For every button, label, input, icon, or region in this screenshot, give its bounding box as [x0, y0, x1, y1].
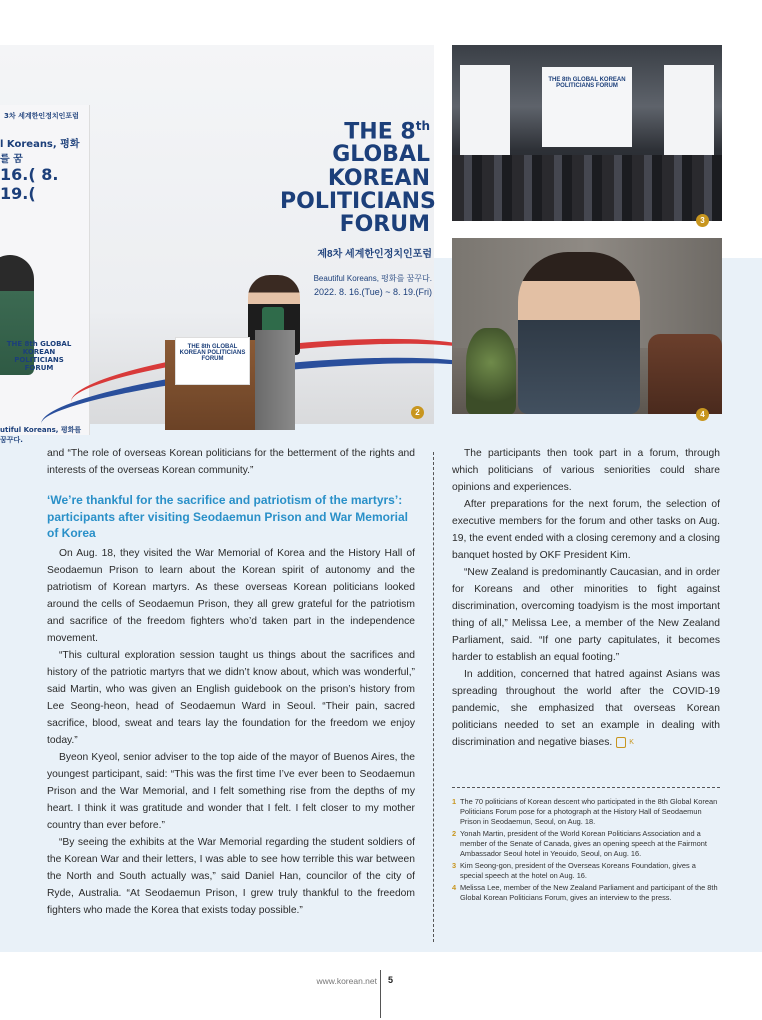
screen-date-text: 16.( 8. 19.(: [0, 165, 59, 203]
page-footer: [0, 970, 762, 1020]
article-left-column: [47, 445, 415, 919]
column-divider: [433, 452, 434, 942]
body-paragraph-text: In addition, concerned that hatred against Asians was spreading throughout the world after the COVID-19 pandemic, she emphasized that overseas Korean politicians needed to set an example in dealing with discrimination and negative biases.: [452, 669, 720, 748]
banner-title-line1: THE 8: [344, 119, 416, 145]
page-number: 5: [388, 975, 394, 985]
audience-crowd: [452, 155, 722, 221]
chair: [648, 334, 722, 414]
banner-dates: 2022. 8. 16.(Tue) ~ 8. 19.(Fri): [314, 287, 432, 297]
caption-divider: [452, 787, 720, 788]
caption-number: 3: [452, 861, 457, 870]
screen-bottom-text: utiful Koreans, 평화를 꿈꾸다.: [0, 426, 82, 444]
banner-title-line3: POLITICIANS: [280, 188, 436, 214]
footer-url: www.korean.net: [316, 976, 377, 986]
right-screen: [664, 65, 714, 155]
article-right-column: [452, 445, 720, 751]
banner-korean: 제8차 세계한인정치인포럼: [317, 249, 432, 260]
banner-title-sup: th: [415, 119, 430, 133]
body-paragraph: “This cultural exploration session taught us things about the sacrifices and history of the patriotic martyrs that we didn’t know about, which was wonderful,” said Martin, who was given an English guidebook on the prison’s history from Lee Seong-heon, head of Seodaemun Ward in Seoul. “Their pain, sacred sacrifice, blood, sweat and tears lay the foundation for the freedom we enjoy today.”: [47, 649, 415, 746]
photo-number-badge: 3: [696, 214, 709, 227]
plant: [466, 328, 516, 414]
banner-slogan: Beautiful Koreans, 평화를 꿈꾸다.: [313, 274, 432, 283]
body-paragraph-last: [452, 666, 720, 751]
body-paragraph: On Aug. 18, they visited the War Memorial of Korea and the History Hall of Seodaemun Prison to learn about the Korean spirit of autonomy and the patriotism of Korean martyrs. As these overseas Korean politicians looked around the cells of Seodaemun Prison, they all grew grateful for the patriotism and sacrifice of the freedom fighters who’d taken part in the independence movement.: [47, 547, 415, 644]
caption-item: [452, 883, 720, 903]
banner-title-line2: GLOBAL KOREAN: [327, 142, 430, 191]
caption-item: [452, 861, 720, 881]
caption-number: 2: [452, 829, 457, 838]
end-mark-icon: K: [616, 737, 626, 748]
photo-special-speech: [452, 45, 722, 225]
side-screen: [0, 105, 90, 444]
banner-title: [280, 119, 436, 237]
caption-text: Yonah Martin, president of the World Korean Politicians Association and a member of the Senate of Canada, gives an opening speech at the Fairmont Ambassador Seoul hotel in Yeouido, Seoul, on Aug. 16.: [460, 829, 707, 858]
caption-text: Melissa Lee, member of the New Zealand Parliament and participant of the 8th Global Korean Politicians Forum, gives an interview to the press.: [460, 883, 718, 902]
interviewee-figure: [518, 252, 640, 414]
caption-number: 1: [452, 797, 457, 806]
caption-item: [452, 797, 720, 827]
body-paragraph: The participants then took part in a forum, through which politicians of various seniorities could share opinions and experiences.: [452, 448, 720, 493]
screen-logo: THE 8th GLOBAL KOREAN POLITICIANS FORUM: [6, 340, 72, 372]
caption-text: Kim Seong-gon, president of the Overseas Koreans Foundation, gives a special speech at the hotel on Aug. 16.: [460, 861, 696, 880]
photo-captions: [452, 797, 720, 905]
photo-opening-speech: [0, 45, 436, 444]
body-paragraph: “New Zealand is predominantly Caucasian, and in order for Koreans and other minorities to fight against discrimination, overcoming toadyism is the most important thing of all,” Melissa Lee, a member of the New Zealand Parliament, said. “If one party capitulates, it becomes harder to establish an equal footing.”: [452, 567, 720, 663]
photo-number-badge: 2: [411, 406, 424, 419]
footer-divider: [380, 970, 381, 1018]
body-paragraph: “By seeing the exhibits at the War Memorial regarding the student soldiers of the Korean War and their letters, I was able to see how terrible this war between the North and South actually was,” said Daniel Han, councilor of the city of Ryde, Australia. “At Seodaemun Prison, I grew truly thankful to the freedom fighters who made the Korea that exists today possible.”: [47, 836, 415, 916]
screen-korean-text: 3차 세계한인정치인포럼: [4, 112, 79, 120]
photo-number-badge: 4: [696, 408, 709, 421]
podium-logo: THE 8th GLOBAL KOREAN POLITICIANS FORUM: [175, 337, 250, 385]
intro-paragraph: and “The role of overseas Korean politicians for the betterment of the rights and interests of the overseas Korean community.”: [47, 448, 415, 476]
caption-text: The 70 politicians of Korean descent who participated in the 8th Global Korean Politicians Forum pose for a photograph at the History Hall of Seodaemun Prison in Seodaemun, Seoul, on Aug. 18.: [460, 797, 718, 826]
caption-item: [452, 829, 720, 859]
caption-number: 4: [452, 883, 457, 892]
screen-slogan-text: l Koreans, 평화를 꿈: [0, 139, 80, 165]
body-paragraph: After preparations for the next forum, the selection of executive members for the forum and other tasks on Aug. 19, the event ended with a closing ceremony and a closing banquet hosted by OKF President Kim.: [452, 499, 720, 561]
body-paragraph: Byeon Kyeol, senior adviser to the top aide of the mayor of Buenos Aires, the youngest participant, said: “This was the first time I’ve ever been to Seodaemun Prison and the War Memorial, and I felt something rise from the depths of my heart. I think it was gratitude and wonder that I felt. I felt closer to my mother country than ever before.”: [47, 751, 415, 831]
photo-interview: [452, 238, 722, 419]
left-screen: [460, 65, 510, 155]
center-stage-logo: THE 8th GLOBAL KOREAN POLITICIANS FORUM: [542, 67, 632, 147]
section-heading: ‘We’re thankful for the sacrifice and patriotism of the martyrs’: participants after visiting Seodaemun Prison and War Memorial of Korea: [47, 493, 408, 540]
podium-board: [255, 330, 295, 430]
banner-title-line4: FORUM: [339, 211, 430, 237]
